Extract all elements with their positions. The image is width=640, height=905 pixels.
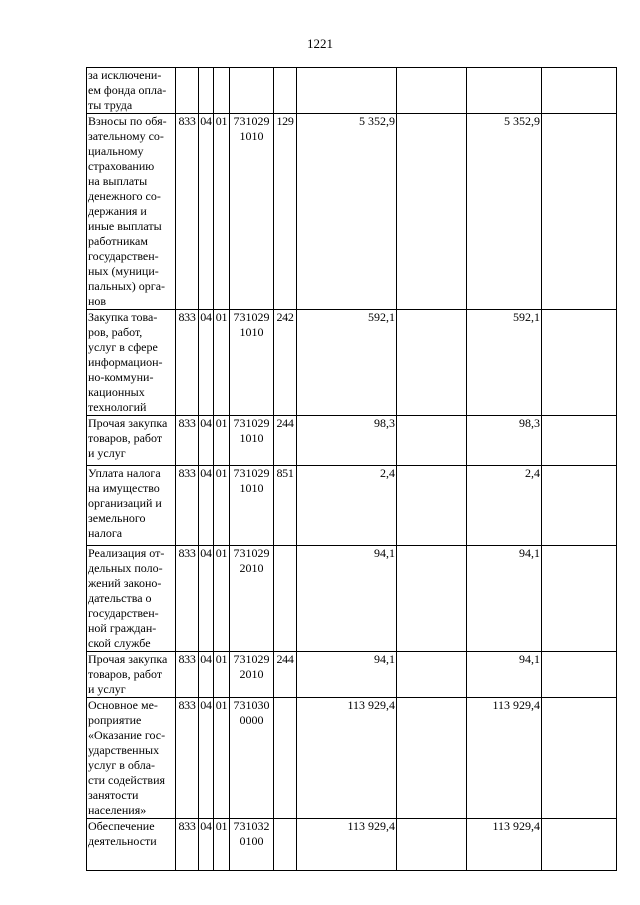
expense-type-code: 244 xyxy=(274,416,297,466)
expense-type-code xyxy=(274,819,297,871)
section-code: 04 xyxy=(199,310,214,416)
ministry-code: 833 xyxy=(176,310,199,416)
amount-column-3: 5 352,9 xyxy=(467,114,542,310)
page-number: 1221 xyxy=(307,36,333,51)
row-name xyxy=(87,466,176,546)
subsection-code: 01 xyxy=(214,466,230,546)
table-body xyxy=(87,68,617,871)
expense-type-code: 851 xyxy=(274,466,297,546)
subsection-code: 01 xyxy=(214,114,230,310)
amount-column-4 xyxy=(542,698,617,819)
row-name xyxy=(87,546,176,652)
table-row xyxy=(87,819,617,871)
amount-column-3: 94,1 xyxy=(467,546,542,652)
section-code xyxy=(199,68,214,114)
amount-total: 113 929,4 xyxy=(297,698,397,819)
expense-type-code xyxy=(274,698,297,819)
ministry-code: 833 xyxy=(176,416,199,466)
table-row xyxy=(87,546,617,652)
row-name-text: Обеспечение деятельности xyxy=(88,819,157,848)
amount-total: 94,1 xyxy=(297,546,397,652)
amount-column-3 xyxy=(467,68,542,114)
amount-column-2 xyxy=(397,416,467,466)
amount-total: 592,1 xyxy=(297,310,397,416)
target-article-code: 731029 1010 xyxy=(230,466,274,546)
amount-total xyxy=(297,68,397,114)
subsection-code xyxy=(214,68,230,114)
ministry-code: 833 xyxy=(176,546,199,652)
table-row xyxy=(87,698,617,819)
table-row xyxy=(87,310,617,416)
table-row xyxy=(87,114,617,310)
row-name xyxy=(87,114,176,310)
expense-type-code: 244 xyxy=(274,652,297,698)
expense-type-code xyxy=(274,68,297,114)
subsection-code: 01 xyxy=(214,546,230,652)
ministry-code: 833 xyxy=(176,466,199,546)
amount-column-4 xyxy=(542,68,617,114)
section-code: 04 xyxy=(199,698,214,819)
ministry-code: 833 xyxy=(176,698,199,819)
table-row xyxy=(87,652,617,698)
section-code: 04 xyxy=(199,114,214,310)
amount-column-3: 113 929,4 xyxy=(467,698,542,819)
section-code: 04 xyxy=(199,466,214,546)
table-row xyxy=(87,416,617,466)
expense-type-code xyxy=(274,546,297,652)
row-name-text: Взносы по обя- зательному со- циальному страхованию на выплаты денежного со- держания и иные выплаты работникам государствен- ных (муници- пальных) орга- нов xyxy=(88,114,167,308)
target-article-code: 731029 2010 xyxy=(230,546,274,652)
target-article-code: 731030 0000 xyxy=(230,698,274,819)
amount-column-4 xyxy=(542,310,617,416)
target-article-code: 731029 2010 xyxy=(230,652,274,698)
target-article-code: 731029 1010 xyxy=(230,310,274,416)
amount-column-2 xyxy=(397,466,467,546)
amount-column-4 xyxy=(542,652,617,698)
amount-total: 98,3 xyxy=(297,416,397,466)
amount-column-4 xyxy=(542,114,617,310)
expense-type-code: 242 xyxy=(274,310,297,416)
ministry-code: 833 xyxy=(176,114,199,310)
row-name-text: Уплата налога на имущество организаций и земельного налога xyxy=(88,466,162,540)
amount-column-3: 98,3 xyxy=(467,416,542,466)
row-name-text: Прочая закупка товаров, работ и услуг xyxy=(88,652,168,696)
row-name-text: Закупка това- ров, работ, услуг в сфере информацион- но-коммуни- кационных технологий xyxy=(88,310,163,414)
row-name xyxy=(87,819,176,871)
table-row xyxy=(87,466,617,546)
expense-type-code: 129 xyxy=(274,114,297,310)
target-article-code: 731029 1010 xyxy=(230,114,274,310)
target-article-code: 731029 1010 xyxy=(230,416,274,466)
table-row xyxy=(87,68,617,114)
section-code: 04 xyxy=(199,652,214,698)
section-code: 04 xyxy=(199,416,214,466)
amount-column-4 xyxy=(542,466,617,546)
subsection-code: 01 xyxy=(214,698,230,819)
row-name xyxy=(87,416,176,466)
budget-table xyxy=(86,67,617,871)
amount-column-4 xyxy=(542,546,617,652)
amount-column-3: 592,1 xyxy=(467,310,542,416)
target-article-code xyxy=(230,68,274,114)
row-name-text: Основное ме- роприятие «Оказание гос- ударственных услуг в обла- сти содействия занятости населения» xyxy=(88,698,166,817)
amount-column-2 xyxy=(397,652,467,698)
ministry-code: 833 xyxy=(176,819,199,871)
row-name xyxy=(87,652,176,698)
row-name-text: Прочая закупка товаров, работ и услуг xyxy=(88,416,168,460)
amount-total: 113 929,4 xyxy=(297,819,397,871)
amount-total: 94,1 xyxy=(297,652,397,698)
ministry-code: 833 xyxy=(176,652,199,698)
amount-column-2 xyxy=(397,819,467,871)
amount-column-2 xyxy=(397,310,467,416)
amount-column-2 xyxy=(397,698,467,819)
subsection-code: 01 xyxy=(214,416,230,466)
amount-column-3: 94,1 xyxy=(467,652,542,698)
row-name-text: за исключени- ем фонда опла- ты труда xyxy=(88,68,167,112)
amount-column-3: 2,4 xyxy=(467,466,542,546)
subsection-code: 01 xyxy=(214,819,230,871)
amount-column-4 xyxy=(542,819,617,871)
row-name xyxy=(87,68,176,114)
target-article-code: 731032 0100 xyxy=(230,819,274,871)
section-code: 04 xyxy=(199,546,214,652)
row-name xyxy=(87,310,176,416)
amount-column-2 xyxy=(397,546,467,652)
amount-column-2 xyxy=(397,68,467,114)
amount-total: 2,4 xyxy=(297,466,397,546)
amount-column-3: 113 929,4 xyxy=(467,819,542,871)
section-code: 04 xyxy=(199,819,214,871)
row-name-text: Реализация от- дельных поло- жений законо- дательства о государствен- ной граждан- ской службе xyxy=(88,546,165,650)
amount-column-2 xyxy=(397,114,467,310)
amount-total: 5 352,9 xyxy=(297,114,397,310)
ministry-code xyxy=(176,68,199,114)
subsection-code: 01 xyxy=(214,652,230,698)
row-name xyxy=(87,698,176,819)
amount-column-4 xyxy=(542,416,617,466)
subsection-code: 01 xyxy=(214,310,230,416)
